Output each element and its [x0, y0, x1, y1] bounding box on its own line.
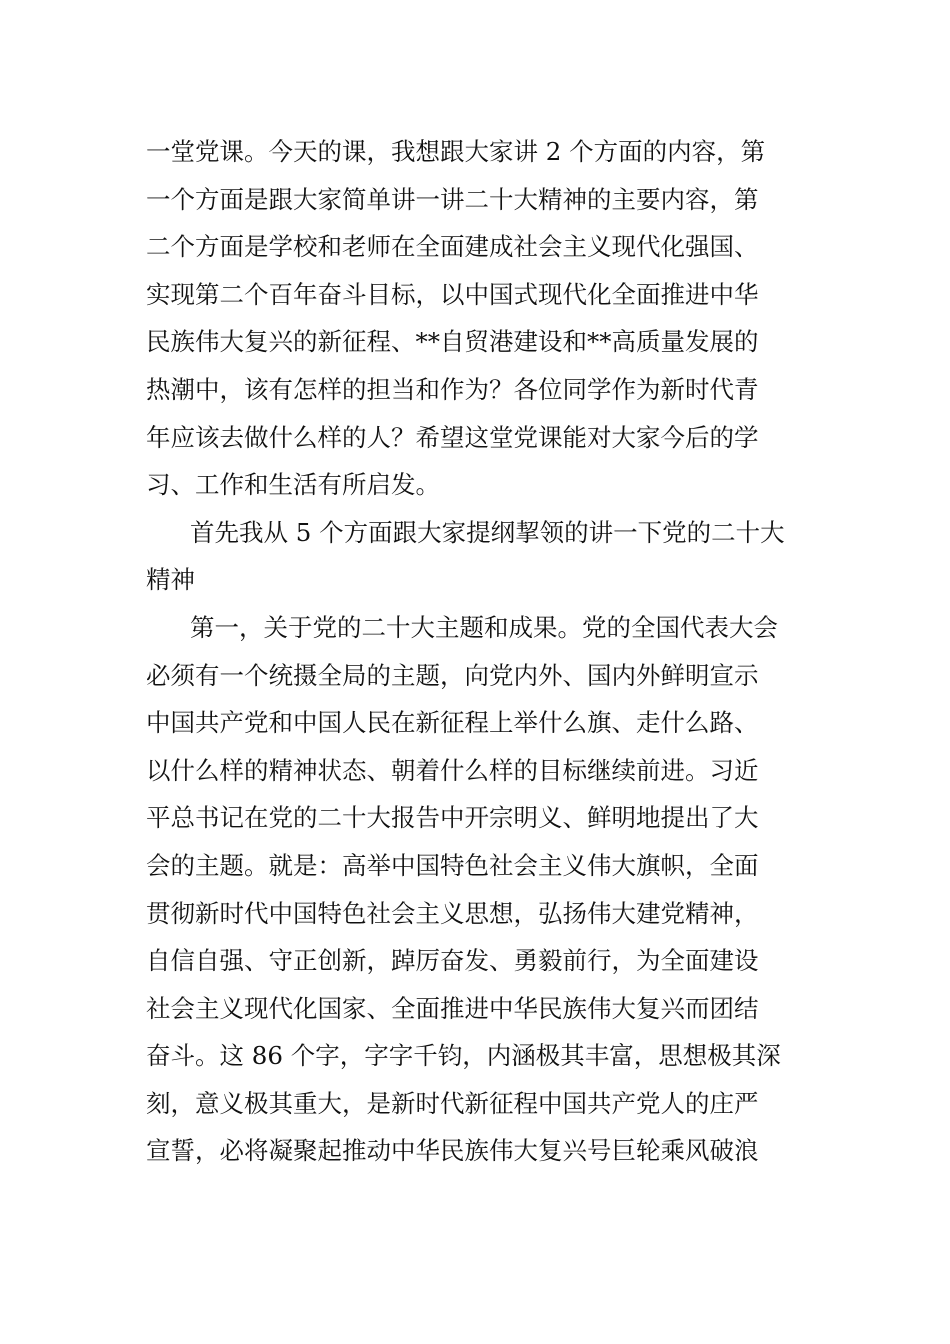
text-line: 自信自强、守正创新，踔厉奋发、勇毅前行，为全面建设 [146, 946, 759, 976]
text-line: 二个方面是学校和老师在全面建成社会主义现代化强国、 [146, 232, 759, 262]
text-line: 一个方面是跟大家简单讲一讲二十大精神的主要内容，第 [146, 184, 759, 214]
text-line: 精神 [146, 565, 195, 595]
text-line: 热潮中，该有怎样的担当和作为？各位同学作为新时代青 [146, 374, 759, 404]
text-line: 实现第二个百年奋斗目标，以中国式现代化全面推进中华 [146, 279, 759, 309]
text-line: 平总书记在党的二十大报告中开宗明义、鲜明地提出了大 [146, 803, 759, 833]
text-line: 必须有一个统摄全局的主题，向党内外、国内外鲜明宣示 [146, 660, 759, 690]
text-line: 刻，意义极其重大，是新时代新征程中国共产党人的庄严 [146, 1088, 759, 1118]
text-line: 社会主义现代化国家、全面推进中华民族伟大复兴而团结 [146, 993, 759, 1023]
text-line: 第一，关于党的二十大主题和成果。党的全国代表大会 [190, 612, 778, 642]
text-line: 贯彻新时代中国特色社会主义思想，弘扬伟大建党精神， [146, 898, 759, 928]
text-line: 年应该去做什么样的人？希望这堂党课能对大家今后的学 [146, 422, 759, 452]
text-line: 习、工作和生活有所启发。 [146, 470, 440, 500]
document-body [146, 128, 810, 1175]
text-line: 会的主题。就是：高举中国特色社会主义伟大旗帜，全面 [146, 850, 759, 880]
text-line: 中国共产党和中国人民在新征程上举什么旗、走什么路、 [146, 708, 759, 738]
text-line: 以什么样的精神状态、朝着什么样的目标继续前进。习近 [146, 755, 759, 785]
text-line: 民族伟大复兴的新征程、**自贸港建设和**高质量发展的 [146, 327, 759, 357]
text-line: 首先我从 5 个方面跟大家提纲挈领的讲一下党的二十大 [190, 517, 785, 547]
text-line: 奋斗。这 86 个字，字字千钧，内涵极其丰富，思想极其深 [146, 1041, 781, 1071]
text-line: 宣誓，必将凝聚起推动中华民族伟大复兴号巨轮乘风破浪 [146, 1136, 759, 1166]
text-line: 一堂党课。今天的课，我想跟大家讲 2 个方面的内容，第 [146, 137, 766, 166]
